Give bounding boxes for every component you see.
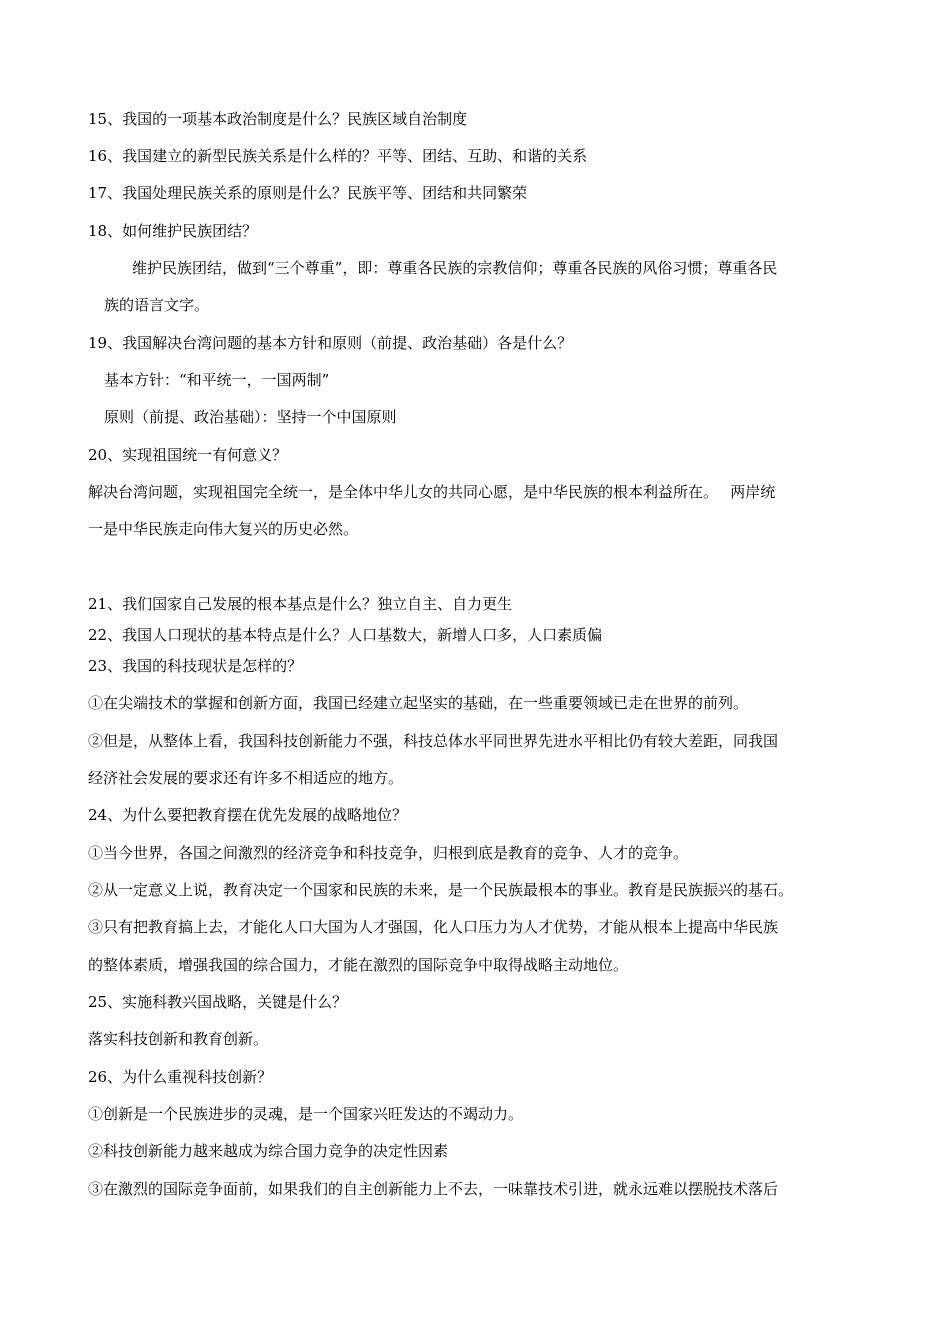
q26-answer-1: ①创新是一个民族进步的灵魂，是一个国家兴旺发达的不竭动力。 xyxy=(88,1105,524,1123)
q25-question: 25、实施科教兴国战略，关键是什么？ xyxy=(88,993,348,1011)
q19-answer-principle: 原则（前提、政治基础）：坚持一个中国原则 xyxy=(104,408,397,426)
q19-answer-policy: 基本方针：“和平统一，一国两制” xyxy=(104,371,330,389)
q20-answer-cont: 一是中华民族走向伟大复兴的历史必然。 xyxy=(88,520,359,538)
q17-line: 17、我国处理民族关系的原则是什么？民族平等、团结和共同繁荣 xyxy=(88,184,528,202)
q20-question: 20、实现祖国统一有何意义？ xyxy=(88,446,288,464)
q24-answer-3-cont: 的整体素质，增强我国的综合国力，才能在激烈的国际竞争中取得战略主动地位。 xyxy=(88,956,629,974)
q18-answer-cont: 族的语言文字。 xyxy=(104,296,210,314)
q15-line: 15、我国的一项基本政治制度是什么？民族区域自治制度 xyxy=(88,110,468,128)
q26-answer-3: ③在激烈的国际竞争面前，如果我们的自主创新能力上不去，一味靠技术引进，就永远难以摆脱技术落后 xyxy=(88,1180,779,1198)
q24-answer-3: ③只有把教育搞上去，才能化人口大国为人才强国，化人口压力为人才优势，才能从根本上提高中华民族 xyxy=(88,918,779,936)
q18-answer: 维护民族团结，做到“三个尊重”，即：尊重各民族的宗教信仰；尊重各民族的风俗习惯；尊重各民 xyxy=(132,259,778,277)
q21-line: 21、我们国家自己发展的根本基点是什么？独立自主、自力更生 xyxy=(88,595,513,613)
q23-answer-2-cont: 经济社会发展的要求还有许多不相适应的地方。 xyxy=(88,769,404,787)
q24-answer-1: ①当今世界，各国之间激烈的经济竞争和科技竞争，归根到底是教育的竞争、人才的竞争。 xyxy=(88,844,689,862)
q26-answer-2: ②科技创新能力越来越成为综合国力竞争的决定性因素 xyxy=(88,1142,449,1160)
q22-line: 22、我国人口现状的基本特点是什么？人口基数大，新增人口多，人口素质偏 xyxy=(88,626,603,644)
q16-line: 16、我国建立的新型民族关系是什么样的？平等、团结、互助、和谐的关系 xyxy=(88,147,588,165)
q20-answer: 解决台湾问题，实现祖国完全统一，是全体中华儿女的共同心愿，是中华民族的根本利益所在。 两岸统 xyxy=(88,483,776,501)
q23-answer-2: ②但是，从整体上看，我国科技创新能力不强，科技总体水平同世界先进水平相比仍有较大差距，同我国 xyxy=(88,732,779,750)
q26-question: 26、为什么重视科技创新？ xyxy=(88,1068,273,1086)
q25-answer: 落实科技创新和教育创新。 xyxy=(88,1030,269,1048)
q24-answer-2: ②从一定意义上说，教育决定一个国家和民族的未来，是一个民族最根本的事业。教育是民族振兴的基石。 xyxy=(88,881,794,899)
q18-question: 18、如何维护民族团结？ xyxy=(88,222,258,240)
q23-question: 23、我国的科技现状是怎样的？ xyxy=(88,657,303,675)
q19-question: 19、我国解决台湾问题的基本方针和原则（前提、政治基础）各是什么？ xyxy=(88,334,573,352)
q23-answer-1: ①在尖端技术的掌握和创新方面，我国已经建立起坚实的基础，在一些重要领域已走在世界的前列。 xyxy=(88,694,749,712)
q24-question: 24、为什么要把教育摆在优先发展的战略地位？ xyxy=(88,806,408,824)
